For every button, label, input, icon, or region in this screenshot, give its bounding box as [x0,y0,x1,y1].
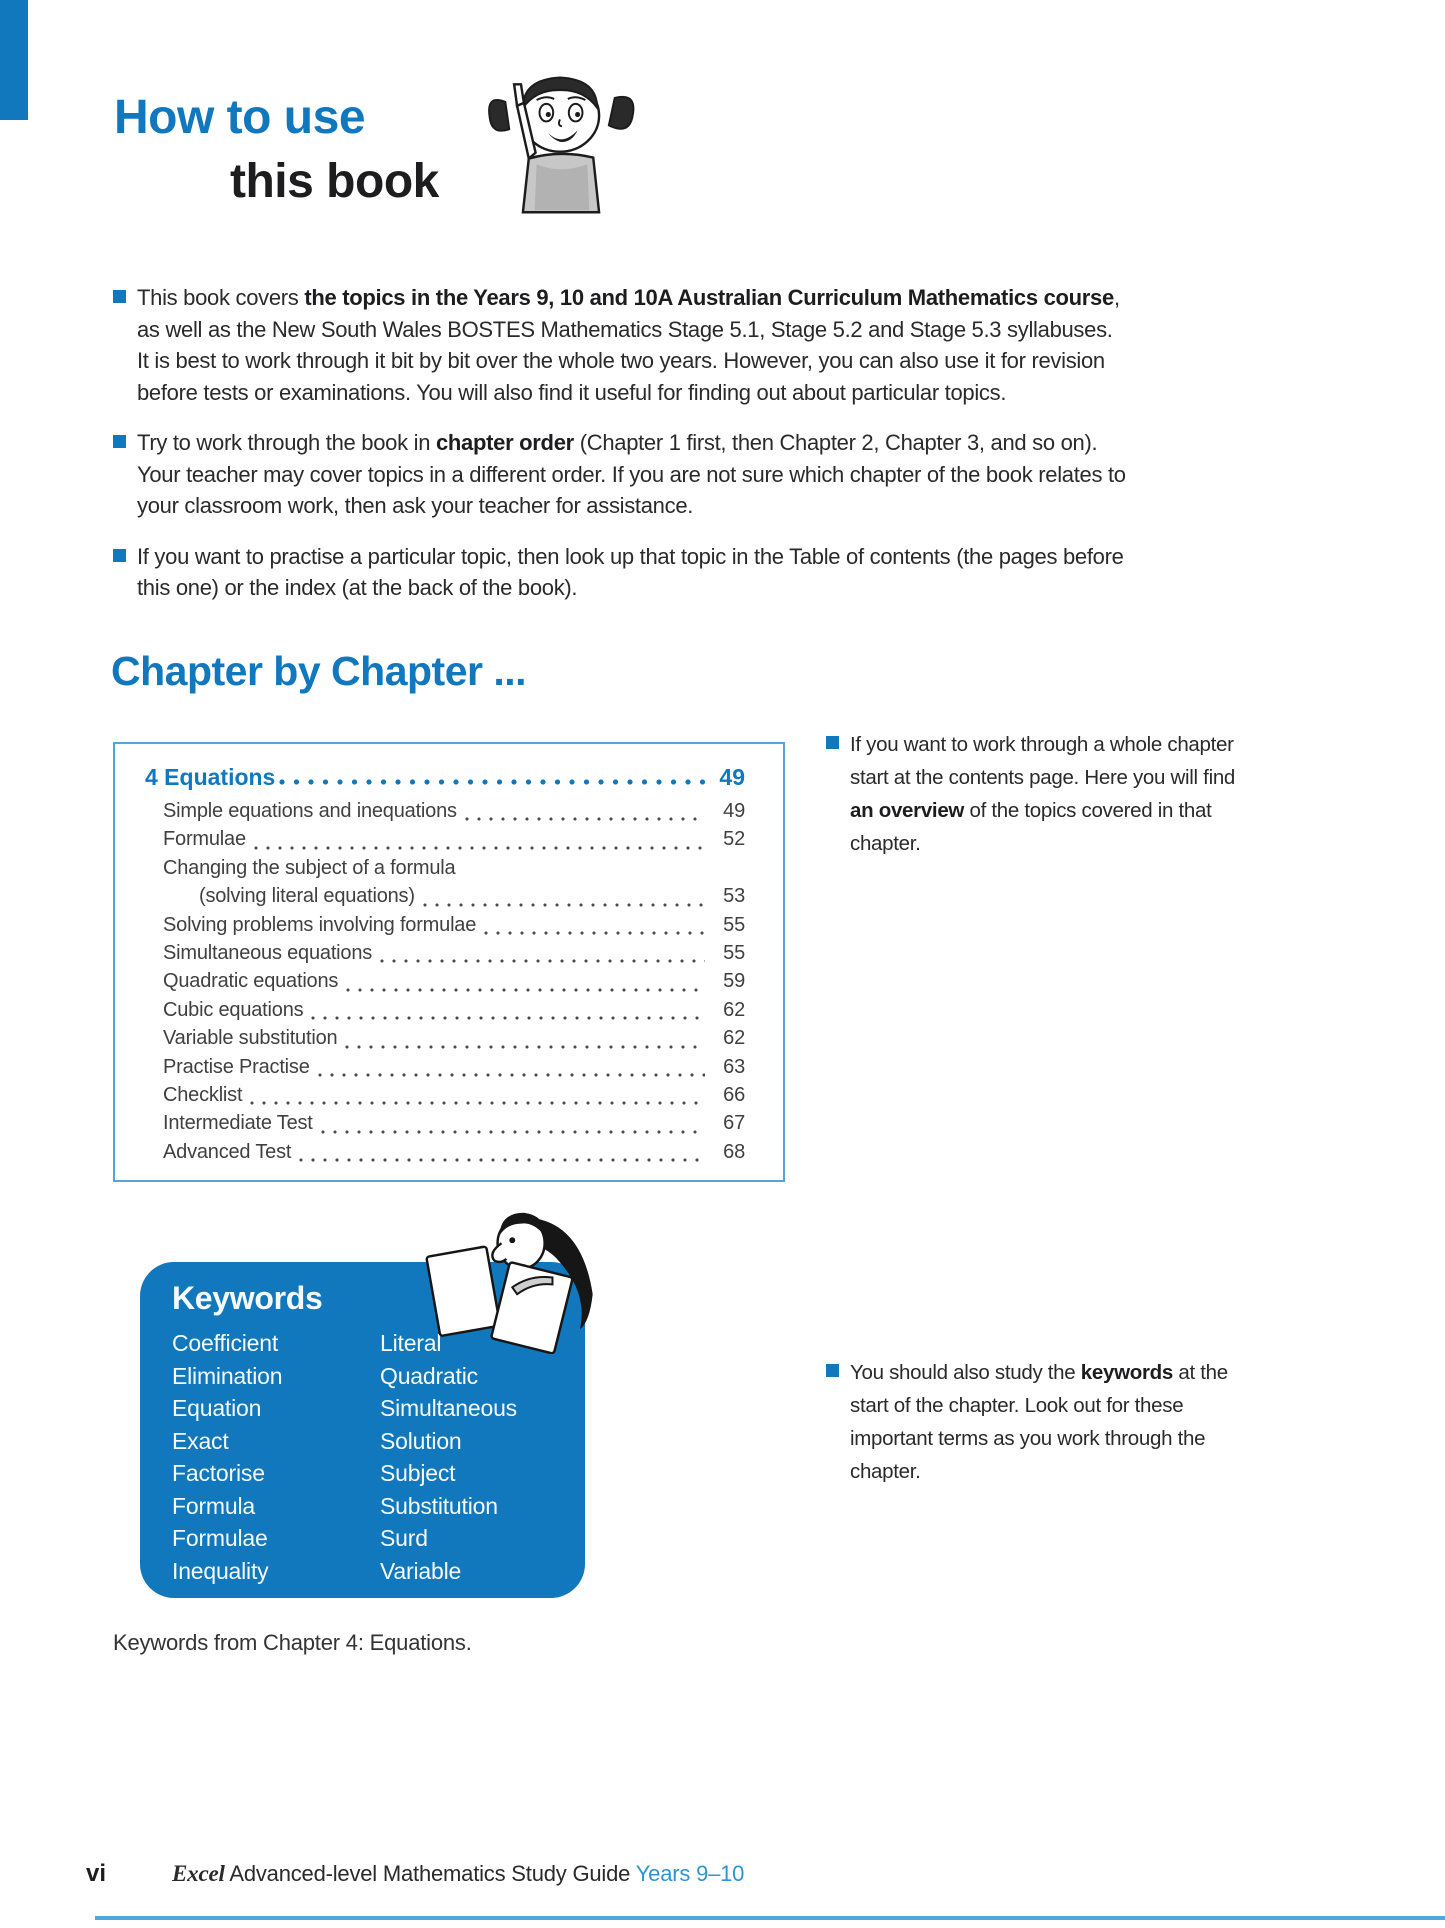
toc-page-number: 53 [723,885,745,908]
toc-entry-row [145,1141,745,1169]
toc-page-number: 62 [723,998,745,1021]
toc-entry-label: Quadratic equations [163,970,339,993]
keywords-column-2 [380,1327,517,1587]
toc-entry-label: Solving problems involving formulae [163,913,477,936]
keyword-item: Exact [172,1427,229,1454]
keywords-columns [172,1327,559,1587]
bullet-square-icon [113,290,126,303]
toc-page-number: 59 [723,970,745,993]
toc-entry-row [145,800,745,828]
toc-entry-row [145,942,745,970]
toc-chapter-row [145,764,745,791]
intro-bullet-2-text [137,427,1128,522]
keyword-item: Surd [380,1525,428,1551]
page-title [114,86,439,214]
bullet-square-icon [826,736,839,749]
toc-page-number: 67 [723,1112,745,1135]
reading-person-illustration [405,1202,597,1354]
keyword-item: Quadratic [380,1362,478,1389]
footer-page-number: vi [86,1860,107,1887]
toc-entry-label: Checklist [163,1083,243,1106]
keyword-item: Substitution [380,1492,498,1519]
toc-page-number: 55 [723,941,745,964]
bullet-text-bold: the topics in the Years 9, 10 and 10A Australian Curriculum Mathematics course [304,285,1114,310]
dot-leader [311,1015,705,1021]
chapter-contents-box [113,742,785,1182]
keyword-item: Formulae [172,1525,268,1551]
keyword-item: Solution [380,1427,462,1454]
toc-entry-label: Practise Practise [163,1055,310,1078]
dot-leader [279,778,708,786]
keyword-item: Subject [380,1460,456,1486]
bullet-square-icon [826,1364,839,1377]
toc-entry-row [145,999,745,1027]
toc-entry-row [145,914,745,942]
keyword-item: Formula [172,1492,255,1519]
toc-chapter-title: 4 Equations [145,764,276,790]
toc-entry-label: Intermediate Test [163,1112,313,1135]
toc-entry-label: Simultaneous equations [163,941,373,964]
intro-bullet-3 [113,541,1128,604]
toc-entry-row [145,828,745,856]
section-heading: Chapter by Chapter ... [111,648,527,694]
footer-series: Advanced-level Mathematics Study Guide [224,1861,636,1886]
footer-brand: Excel [172,1861,225,1886]
toc-page-number: 63 [723,1055,745,1078]
bullet-text-post: , as well as the New South Wales BOSTES Mathematics Stage 5.1, Stage 5.2 and Stage 5.3 syllabuses. It is best to work through it bit by bit over the whole two years. However, you can also use it for revision before tests or examinations. You will also find it useful for finding out about particular topics. [137,285,1120,405]
bullet-text-pre: If you want to practise a particular topic, then look up that topic in the Table of contents (the pages before this one) or the index (at the back of the book). [137,543,1124,600]
toc-page-number: 55 [723,913,745,936]
side-note-keywords-text [850,1356,1238,1488]
toc-entry-row [145,1056,745,1084]
keyword-item: Elimination [172,1362,283,1389]
dot-leader [254,845,705,851]
pointing-girl-illustration [478,64,644,214]
dot-leader [380,958,705,964]
dot-leader [484,930,705,936]
keyword-item: Literal [380,1330,442,1356]
dot-leader [346,987,705,993]
bullet-text-pre: Try to work through the book in [137,430,436,455]
toc-entry-row [145,857,745,885]
bullet-text-post: (Chapter 1 first, then Chapter 2, Chapter 3, and so on). Your teacher may cover topics in a different order. If you are not sure which chapter of the book relates to your classroom work, then ask your teacher for assistance. [137,430,1126,518]
toc-page-number: 62 [723,1027,745,1050]
side-note-keywords [826,1356,1238,1488]
page-title-line-1: How to use [114,91,366,144]
bullet-square-icon [113,435,126,448]
note-text-post: of the topics covered in that chapter. [850,799,1212,855]
dot-leader [345,1044,705,1050]
intro-bullet-1-text [137,282,1128,408]
keywords-column-1 [172,1327,380,1587]
keyword-item: Inequality [172,1557,269,1584]
note-text-bold: an overview [850,799,965,822]
dot-leader [250,1100,705,1106]
footer-years: Years 9–10 [635,1861,745,1886]
toc-entry-label: Formulae [163,828,246,851]
side-note-overview-text [850,728,1238,860]
toc-chapter-page-number: 49 [719,764,745,790]
intro-bullet-1 [113,282,1128,408]
keywords-heading: Keywords [172,1280,323,1316]
toc-entry-label: Variable substitution [163,1027,338,1050]
toc-entry-label: Simple equations and inequations [163,800,457,822]
toc-entry-row [145,970,745,998]
toc-page-number: 49 [723,800,745,822]
note-text-post: at the start of the chapter. Look out for these important terms as you work through the chapter. [850,1361,1228,1483]
toc-entry-label: Changing the subject of a formula [163,856,456,879]
note-text-pre: If you want to work through a whole chapter start at the contents page. Here you will find [850,733,1236,789]
keyword-item: Variable [380,1557,462,1584]
note-text-pre: You should also study the [850,1361,1081,1384]
bullet-text-bold: chapter order [435,430,574,455]
keyword-item: Equation [172,1395,262,1421]
toc-entry-label: (solving literal equations) [199,885,415,908]
toc-entry-label: Cubic equations [163,998,304,1021]
bullet-text-pre: This book covers [137,285,305,310]
toc-entry-row [145,885,745,913]
page-title-line-2: this book [230,155,439,208]
side-note-overview [826,728,1238,860]
dot-leader [423,902,705,908]
keywords-caption: Keywords from Chapter 4: Equations. [113,1630,472,1655]
dot-leader [465,816,705,822]
toc-page-number: 68 [723,1140,745,1163]
bullet-square-icon [113,549,126,562]
keyword-item: Factorise [172,1460,265,1486]
note-text-bold: keywords [1080,1361,1173,1384]
footer-book-title [172,1861,744,1887]
toc-page-number: 66 [723,1083,745,1106]
toc-entry-row [145,1084,745,1112]
toc-entry-row [145,1112,745,1140]
dot-leader [318,1072,705,1078]
footer-rule [95,1916,1445,1920]
keyword-item: Coefficient [172,1330,279,1356]
intro-bullet-3-text [137,541,1128,604]
keyword-item: Simultaneous [380,1395,517,1421]
dot-leader [299,1157,705,1163]
toc-entry-row [145,1027,745,1055]
dot-leader [321,1129,705,1135]
toc-page-number: 52 [723,828,745,851]
toc-entry-label: Advanced Test [163,1140,292,1163]
page-edge-tab [0,0,28,120]
intro-bullet-list [113,282,1128,623]
intro-bullet-2 [113,427,1128,522]
